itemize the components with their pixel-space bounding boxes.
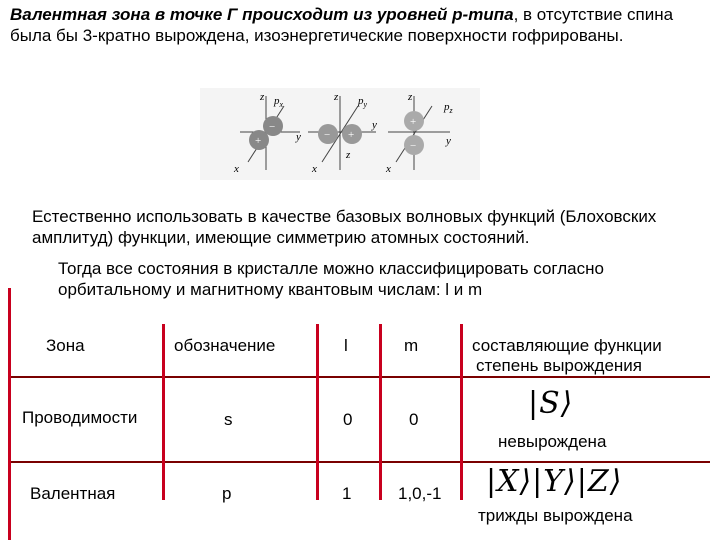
intro-paragraph (10, 4, 710, 46)
classification-paragraph: Тогда все состояния в кристалле можно классифицировать согласно орбитальному и магнитному квантовым числам: l и m (58, 259, 604, 299)
p-orbitals-diagram (200, 88, 480, 180)
axis-label-z: z (346, 149, 351, 161)
header-zone: Зона (46, 336, 85, 355)
header-degeneracy: степень вырождения (476, 356, 642, 375)
header-functions: составляющие функции (472, 336, 662, 355)
axis-label-y: y (296, 131, 301, 143)
basis-functions-paragraph: Естественно использовать в качестве базовых волновых функций (Блоховских амплитуд) функции, имеющие симметрию атомных состояний. (32, 207, 657, 247)
axis-label-y: y (446, 135, 451, 147)
orbital-label: $p_z$ (444, 101, 453, 115)
axis-label-y: y (372, 119, 377, 131)
column-separator (460, 324, 463, 500)
axis-label-x: x (312, 163, 317, 175)
pz-orbital (385, 91, 454, 175)
header-m: m (404, 336, 419, 355)
row-valence-notation: p (222, 484, 232, 503)
table-divider (8, 376, 710, 378)
column-separator (162, 324, 165, 500)
orbital-label: $p_x$ (274, 95, 284, 109)
ket-xyz-functions: |X⟩|Y⟩|Z⟩ (486, 464, 623, 499)
intro-rest: , в отсутствие спина была бы 3-кратно вырождена, изоэнергетические поверхности гофрированы. (10, 5, 674, 45)
px-orbital (233, 91, 301, 175)
header-l: l (344, 336, 348, 355)
axis-label-x: x (234, 163, 239, 175)
intro-emphasis: Валентная зона в точке Г происходит из уровней p-типа (10, 5, 514, 24)
row-valence-l: 1 (342, 484, 352, 503)
row-valence-zone: Валентная (30, 484, 116, 503)
lobe-sign: − (269, 121, 276, 133)
py-orbital (308, 91, 377, 175)
axis-label-z: z (334, 91, 339, 103)
row-conduction-notation: s (224, 410, 233, 429)
lobe-sign: − (324, 129, 331, 141)
axis-label-z: z (408, 91, 413, 103)
axis-label-x: x (386, 163, 391, 175)
lobe-sign: + (255, 135, 262, 147)
lobe-sign: + (348, 129, 355, 141)
table-border-left (8, 288, 11, 540)
row-conduction-zone: Проводимости (22, 408, 138, 427)
ket-s-function: |S⟩ (528, 386, 574, 421)
row-conduction-m: 0 (409, 410, 419, 429)
axis-label-z: z (260, 91, 265, 103)
lobe-sign: + (410, 116, 417, 128)
row-valence-degeneracy: трижды вырождена (478, 506, 633, 525)
row-valence-m: 1,0,-1 (398, 484, 442, 503)
orbital-figure (200, 88, 480, 180)
table-divider (8, 461, 710, 463)
column-separator (316, 324, 319, 500)
orbital-label: $p_y$ (358, 95, 368, 109)
lobe-sign: − (410, 140, 417, 152)
row-conduction-l: 0 (343, 410, 353, 429)
row-conduction-degeneracy: невырождена (498, 432, 607, 451)
column-separator (379, 324, 382, 500)
header-notation: обозначение (174, 336, 276, 355)
